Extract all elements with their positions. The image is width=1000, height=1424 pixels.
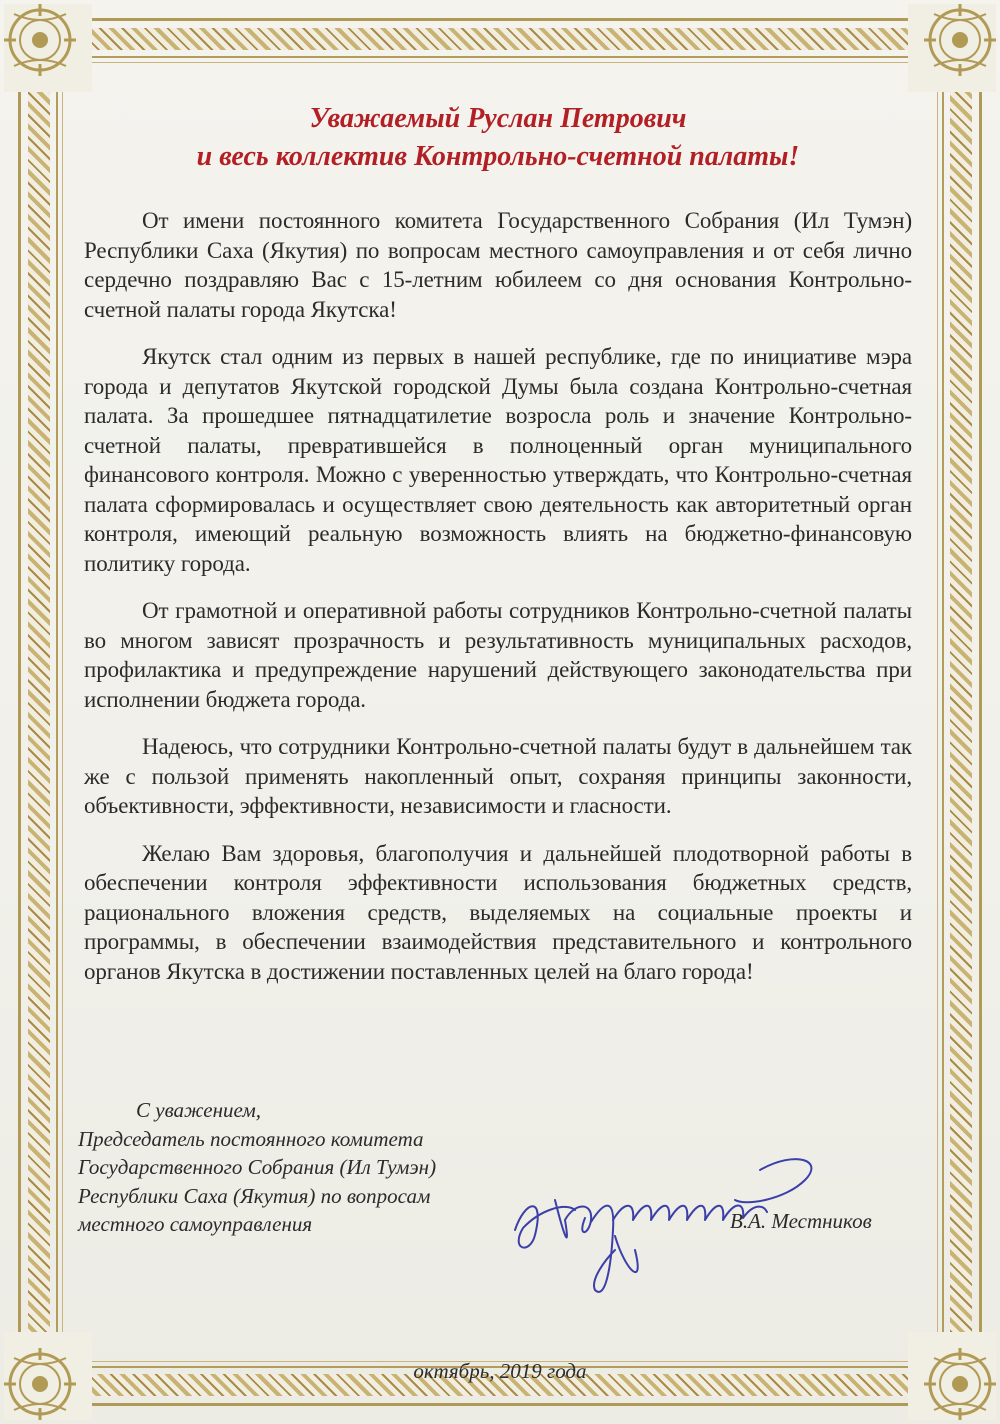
- corner-ornament-icon: [0, 0, 96, 96]
- heading-line-2: и весь коллектив Контрольно-счетной палаты!: [196, 141, 800, 172]
- letter-date: октябрь, 2019 года: [413, 1359, 587, 1383]
- paragraph: От грамотной и оперативной работы сотрудников Контрольно-счетной палаты во многом зависят прозрачность и результативность муниципальных расходов, профилактика и предупреждение нарушений действующего законодательства при исполнении бюджета города.: [84, 598, 912, 712]
- signer-position-line: местного самоуправления: [78, 1212, 313, 1236]
- corner-ornament-icon: [904, 0, 1000, 96]
- signature-block: [78, 1096, 538, 1239]
- signer-position-line: Председатель постоянного комитета: [78, 1126, 424, 1151]
- signer-position-line: Государственного Собрания (Ил Тумэн): [78, 1155, 437, 1179]
- paragraph: Надеюсь, что сотрудники Контрольно-счетной палаты будут в дальнейшем так же с пользой применять накопленный опыт, сохраняя принципы законности, объективности, эффективности, независимости и гласности.: [84, 734, 912, 818]
- paragraph: От имени постоянного комитета Государственного Собрания (Ил Тумэн) Республики Саха (Якутия) по вопросам местного самоуправления и от себя лично сердечно поздравляю Вас с 15-летним юбилеем со дня основания Контрольно-счетной палаты города Якутска!: [84, 208, 912, 322]
- signature-greeting: С уважением,: [136, 1098, 261, 1122]
- heading-line-1: Уважаемый Руслан Петрович: [309, 103, 687, 134]
- signer-position-line: Республики Саха (Якутия) по вопросам: [78, 1183, 431, 1208]
- paragraph: Якутск стал одним из первых в нашей республике, где по инициативе мэра города и депутатов Якутской городской Думы была создана Контрольно-счетная палата. За прошедшее пятнадцатилетие возросла роль и значение Контрольно-счетной палаты, превратившейся в полноценный орган муниципального финансового контроля. Можно с уверенностью утверждать, что Контрольно-счетная палата сформировалась и осуществляет свою деятельность как авторитетный орган контроля, имеющий реальную возможность влиять на бюджетно-финансовую политику города.: [84, 344, 912, 576]
- paragraph: Желаю Вам здоровья, благополучия и дальнейшей плодотворной работы в обеспечении контроля эффективности использования бюджетных средств, рационального вложения средств, выделяемых на социальные проекты и программы, в обеспечении взаимодействия представительного и контрольного органов Якутска в достижении поставленных целей на благо города!: [84, 840, 912, 984]
- letter-body: [84, 100, 912, 986]
- signer-name: В.А. Местников: [730, 1209, 872, 1233]
- letter-heading: [84, 100, 912, 176]
